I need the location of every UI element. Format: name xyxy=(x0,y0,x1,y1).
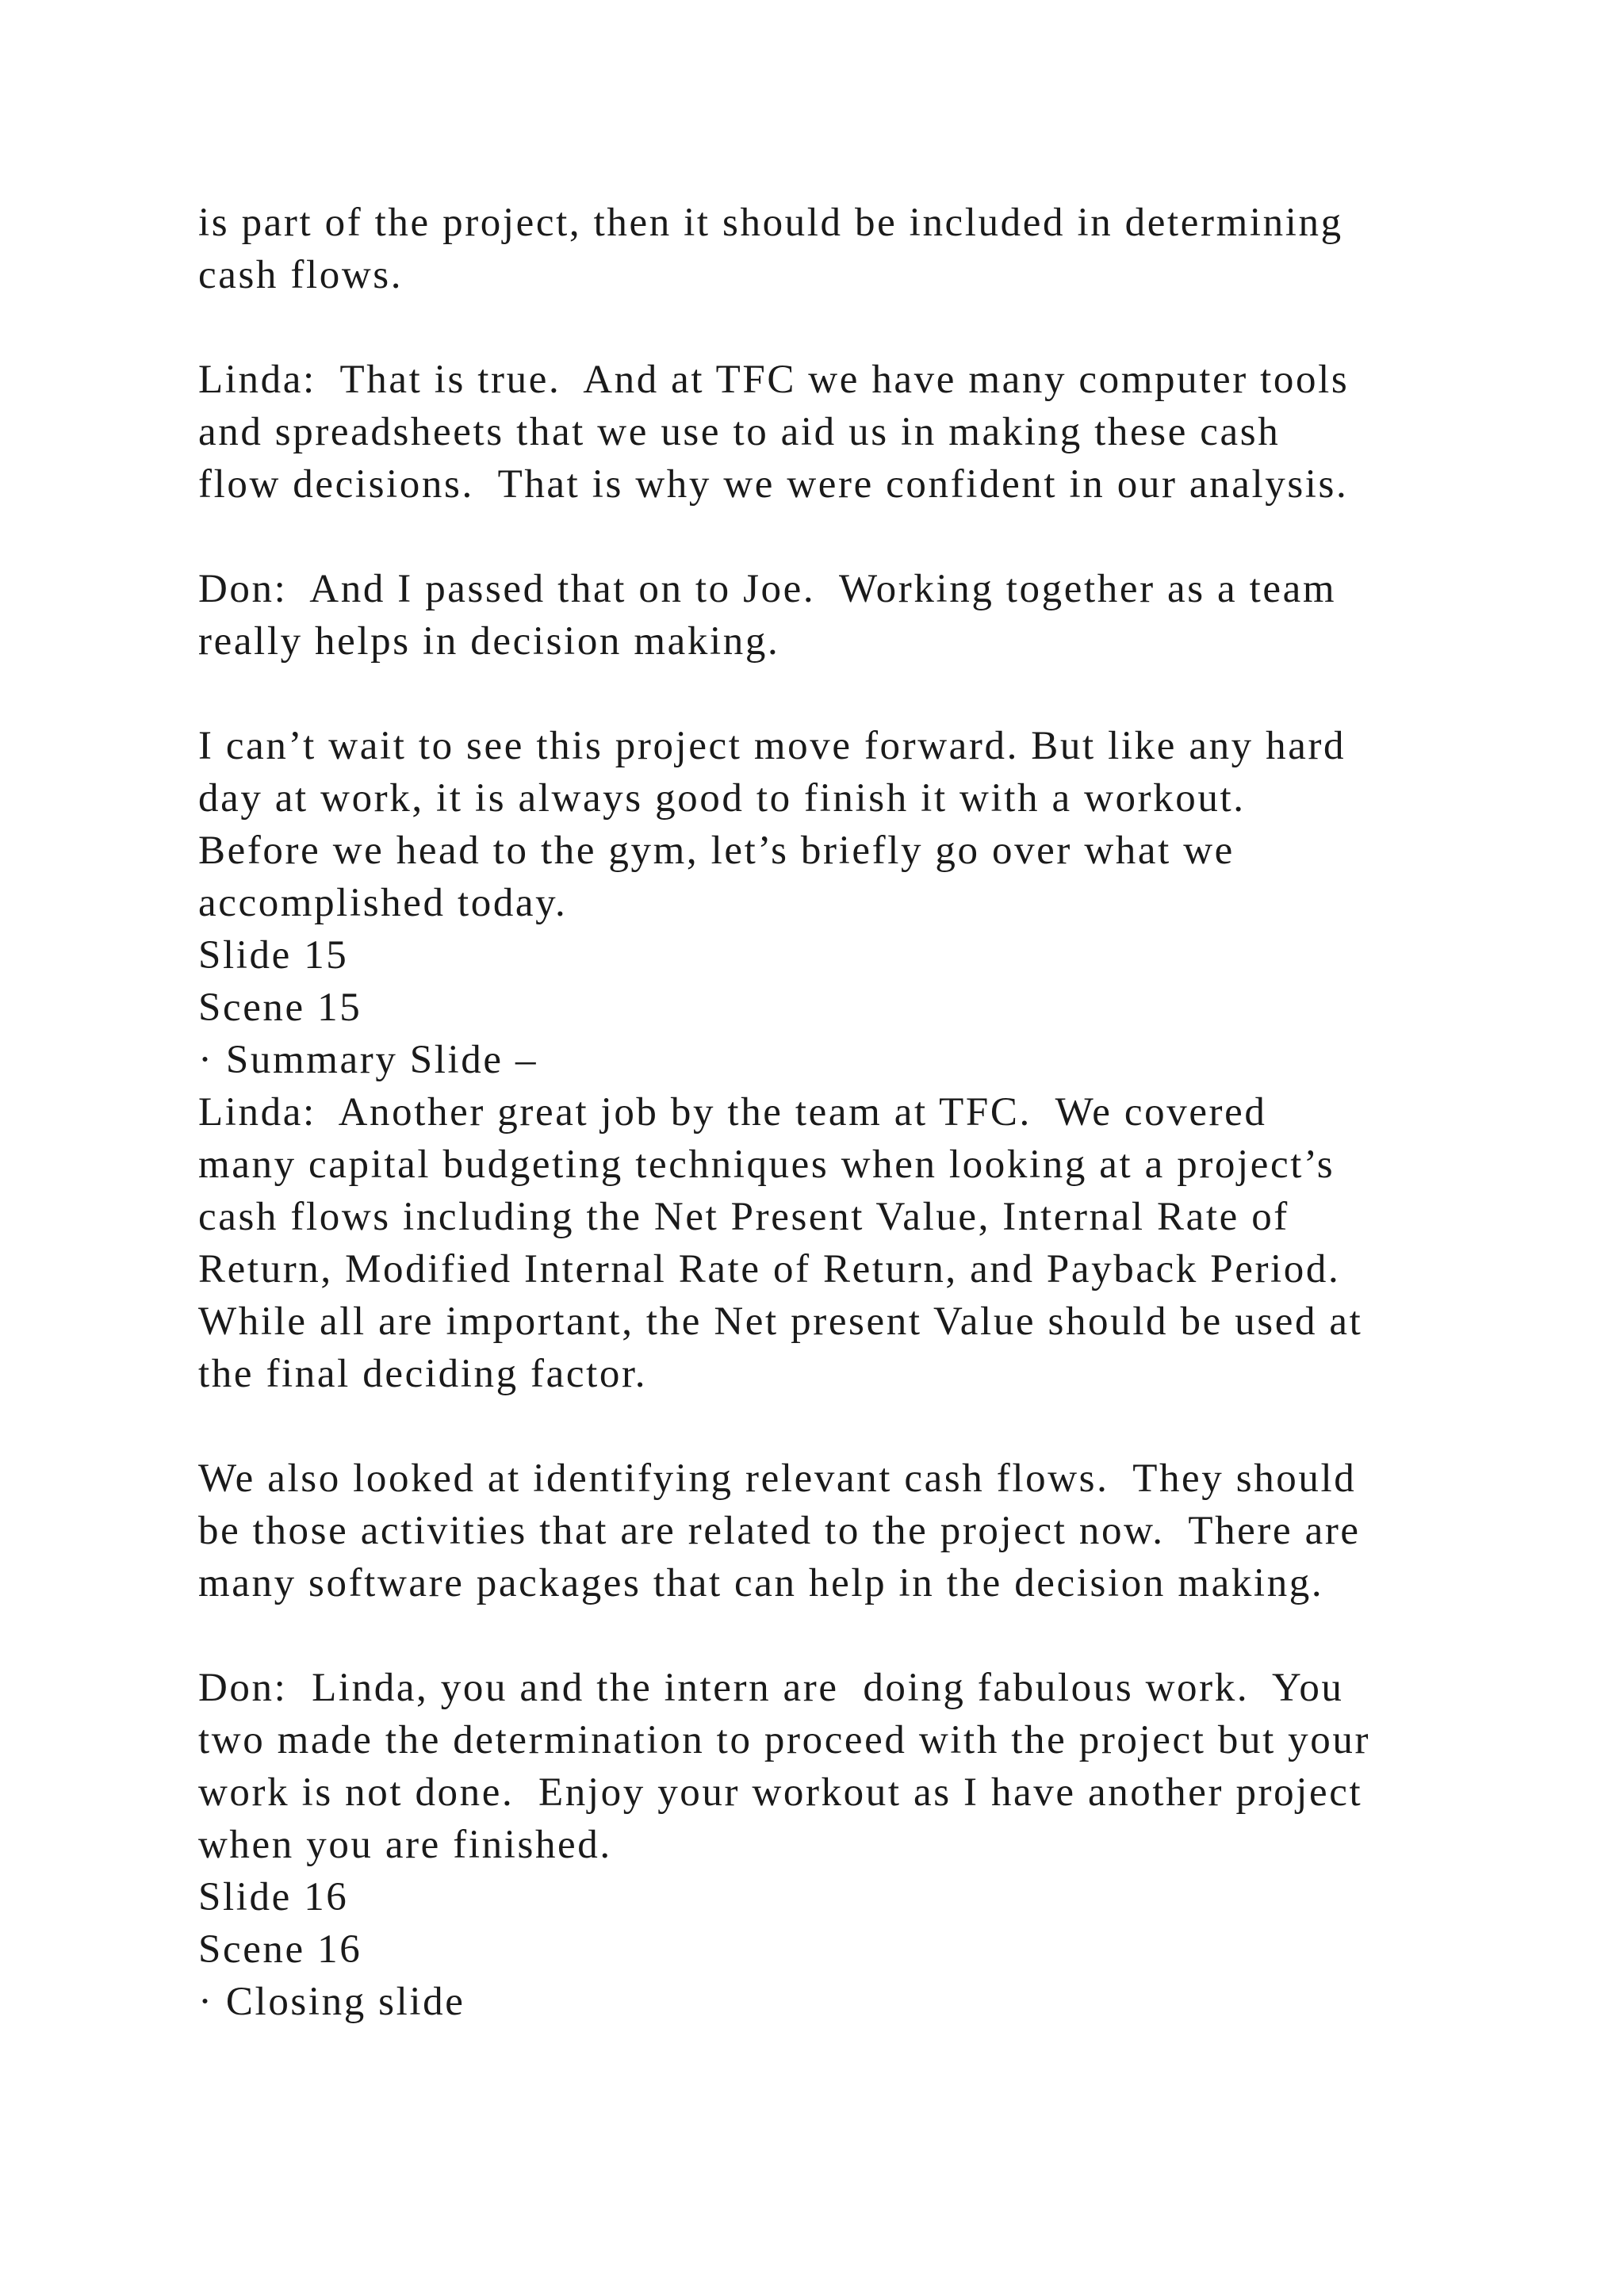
text-line: Don: Linda, you and the intern are doing fabulous work. You xyxy=(198,1666,1344,1710)
text-line: We also looked at identifying relevant cash flows. They should xyxy=(198,1456,1357,1501)
text-line: Don: And I passed that on to Joe. Working together as a team xyxy=(198,567,1337,611)
text-line: is part of the project, then it should be included in determining xyxy=(198,201,1343,245)
text-line: when you are finished. xyxy=(198,1823,612,1867)
text-line: cash flows including the Net Present Value, Internal Rate of xyxy=(198,1195,1289,1239)
text-line: really helps in decision making. xyxy=(198,619,780,664)
text-line: Linda: Another great job by the team at TFC. We covered xyxy=(198,1090,1267,1135)
scene-number: Scene 15 xyxy=(198,985,362,1030)
scene-number: Scene 16 xyxy=(198,1927,362,1972)
text-line: Return, Modified Internal Rate of Return, and Payback Period. xyxy=(198,1247,1341,1292)
text-line: accomplished today. xyxy=(198,881,568,925)
paragraph-gap xyxy=(198,301,1546,354)
text-line: cash flows. xyxy=(198,253,404,297)
slide-number: Slide 15 xyxy=(198,933,349,978)
bullet-item: · Summary Slide – xyxy=(198,1038,538,1082)
text-line: many capital budgeting techniques when looking at a project’s xyxy=(198,1142,1335,1187)
document-body xyxy=(198,197,1546,2028)
text-line: day at work, it is always good to finish it with a workout. xyxy=(198,776,1246,821)
text-line: many software packages that can help in the decision making. xyxy=(198,1561,1324,1605)
text-line: I can’t wait to see this project move forward. But like any hard xyxy=(198,724,1346,768)
paragraph-gap xyxy=(198,511,1546,563)
text-line: work is not done. Enjoy your workout as I have another project xyxy=(198,1770,1363,1815)
text-line: the final deciding factor. xyxy=(198,1352,648,1396)
text-line: two made the determination to proceed with the project but your xyxy=(198,1718,1371,1762)
paragraph-gap xyxy=(198,1400,1546,1452)
text-line: While all are important, the Net present Value should be used at xyxy=(198,1299,1363,1344)
text-line: Before we head to the gym, let’s briefly go over what we xyxy=(198,828,1235,873)
text-line: and spreadsheets that we use to aid us in making these cash xyxy=(198,410,1281,454)
slide-number: Slide 16 xyxy=(198,1875,349,1919)
paragraph-gap xyxy=(198,668,1546,720)
paragraph-gap xyxy=(198,1609,1546,1662)
bullet-item: · Closing slide xyxy=(198,1980,465,2024)
text-line: flow decisions. That is why we were confident in our analysis. xyxy=(198,462,1349,507)
text-line: Linda: That is true. And at TFC we have many computer tools xyxy=(198,358,1350,402)
text-line: be those activities that are related to the project now. There are xyxy=(198,1509,1361,1553)
